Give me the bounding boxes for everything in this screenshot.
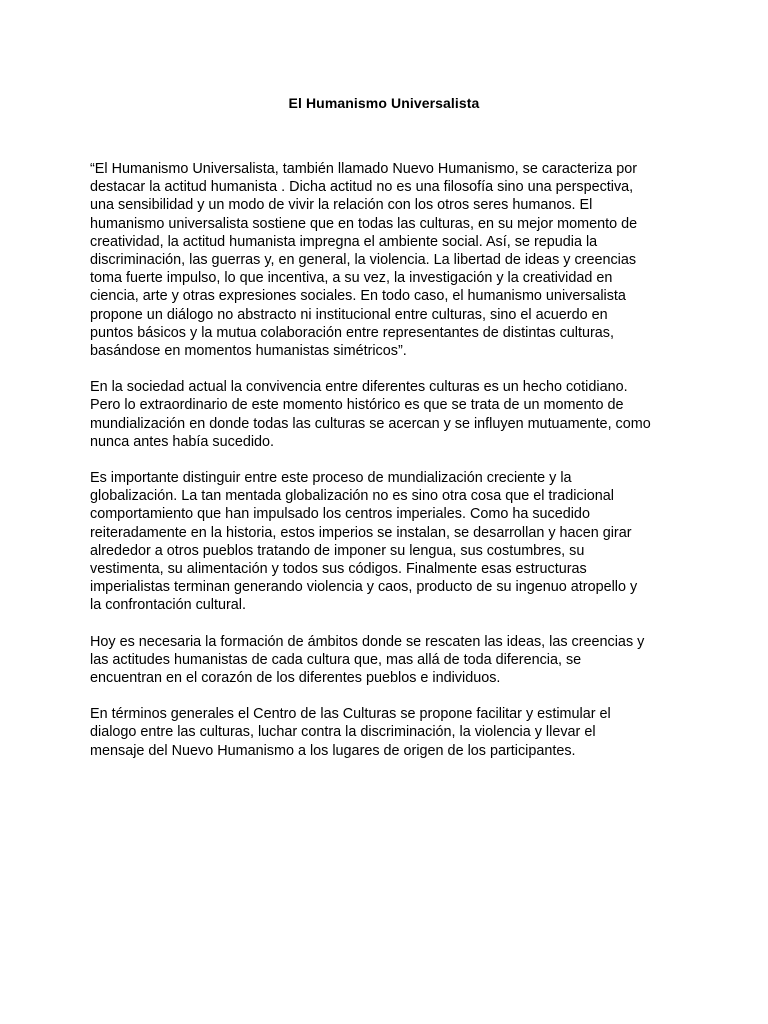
paragraph-2 (90, 378, 690, 451)
text-line: Pero lo extraordinario de este momento histórico es que se trata de un momento de (90, 397, 624, 414)
text-line: puntos básicos y la mutua colaboración entre representantes de distintas culturas, (90, 324, 614, 341)
text-line: imperialistas terminan generando violencia y caos, producto de su ingenuo atropello y (90, 579, 638, 596)
text-line: discriminación, las guerras y, en general, la violencia. La libertad de ideas y creencias (90, 252, 637, 269)
text-line: las actitudes humanistas de cada cultura que, mas allá de toda diferencia, se (90, 651, 582, 668)
text-line: vestimenta, su alimentación y todos sus códigos. Finalmente esas estructuras (90, 561, 587, 578)
text-line: comportamiento que han impulsado los centros imperiales. Como ha sucedido (90, 506, 590, 523)
text-line: reiteradamente en la historia, estos imperios se instalan, se desarrollan y hacen girar (90, 524, 632, 541)
text-line: dialogo entre las culturas, luchar contra la discriminación, la violencia y llevar el (90, 724, 596, 741)
text-line: encuentran en el corazón de los diferentes pueblos e individuos. (90, 670, 501, 687)
text-line: la confrontación cultural. (90, 597, 246, 614)
paragraph-3 (90, 469, 690, 615)
text-line: globalización. La tan mentada globalización no es sino otra cosa que el tradicional (90, 488, 615, 505)
text-line: propone un diálogo no abstracto ni institucional entre culturas, sino el acuerdo en (90, 306, 608, 323)
text-line: En términos generales el Centro de las Culturas se propone facilitar y estimular el (90, 706, 611, 723)
text-line: mundialización en donde todas las culturas se acercan y se influyen mutuamente, como (90, 415, 651, 432)
text-line: nunca antes había sucedido. (90, 433, 275, 450)
paragraph-5 (90, 705, 690, 760)
text-line: destacar la actitud humanista . Dicha actitud no es una filosofía sino una perspectiva, (90, 179, 634, 196)
document-body (90, 160, 690, 778)
text-line: basándose en momentos humanistas simétricos”. (90, 343, 407, 360)
text-line: una sensibilidad y un modo de vivir la relación con los otros seres humanos. El (90, 197, 593, 214)
document-title: El Humanismo Universalista (288, 95, 480, 111)
paragraph-4 (90, 633, 690, 688)
text-line: alrededor a otros pueblos tratando de imponer su lengua, sus costumbres, su (90, 542, 585, 559)
text-line: humanismo universalista sostiene que en todas las culturas, en su mejor momento de (90, 215, 638, 232)
text-line: creatividad, la actitud humanista impregna el ambiente social. Así, se repudia la (90, 233, 598, 250)
text-line: Es importante distinguir entre este proceso de mundialización creciente y la (90, 470, 572, 487)
text-line: Hoy es necesaria la formación de ámbitos donde se rescaten las ideas, las creencias y (90, 633, 645, 650)
text-line: En la sociedad actual la convivencia entre diferentes culturas es un hecho cotidiano. (90, 379, 628, 396)
text-line: toma fuerte impulso, lo que incentiva, a su vez, la investigación y la creatividad en (90, 270, 613, 287)
text-line: ciencia, arte y otras expresiones sociales. En todo caso, el humanismo universalista (90, 288, 626, 305)
text-line: “El Humanismo Universalista, también llamado Nuevo Humanismo, se caracteriza por (90, 161, 638, 177)
paragraph-1 (90, 160, 690, 360)
text-line: mensaje del Nuevo Humanismo a los lugares de origen de los participantes. (90, 742, 576, 759)
